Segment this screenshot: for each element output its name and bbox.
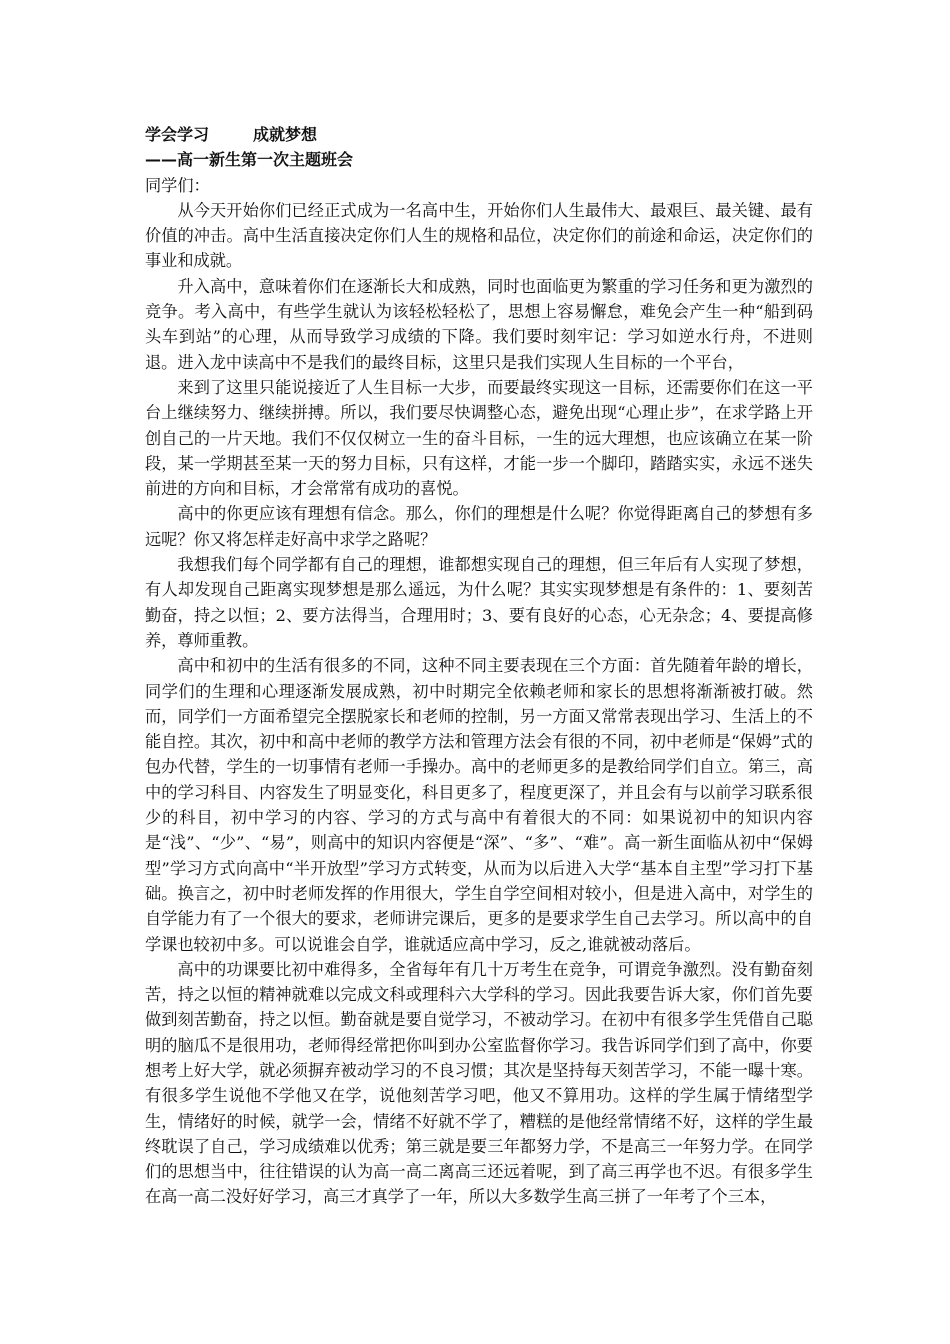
greeting: 同学们： <box>145 175 210 195</box>
title-part-1: 学会学习 <box>145 125 210 144</box>
document-body <box>145 122 813 1210</box>
paragraph: 高中和初中的生活有很多的不同，这种不同主要表现在三个方面：首先随着年龄的增长，同学们的生理和心理逐渐发展成熟，初中时期完全依赖老师和家长的思想将渐渐被打破。然而，同学们一方面希望完全摆脱家长和老师的控制，另一方面又常常表现出学习、生活上的不能自控。其次，初中和高中老师的教学方法和管理方法会有很的不同，初中老师是“保姆”式的包办代替，学生的一切事情有老师一手操办。高中的老师更多的是教给同学们自立。第三，高中的学习科目、内容发生了明显变化，科目更多了，程度更深了，并且会有与以前学习联系很少的科目，初中学习的内容、学习的方式与高中有着很大的不同：如果说初中的知识内容是“浅”、“少”、“易”，则高中的知识内容便是“深”、“多”、“难”。高一新生面临从初中“保姆型”学习方式向高中“半开放型”学习方式转变，从而为以后进入大学“基本自主型”学习打下基础。换言之，初中时老师发挥的作用很大，学生自学空间相对较小，但是进入高中，对学生的自学能力有了一个很大的要求，老师讲完课后，更多的是要求学生自己去学习。所以高中的自学课也较初中多。可以说谁会自学，谁就适应高中学习，反之,谁就被动落后。 <box>145 656 813 954</box>
paragraph: 高中的你更应该有理想有信念。那么，你们的理想是什么呢？你觉得距离自己的梦想有多远呢？你又将怎样走好高中求学之路呢？ <box>145 504 813 549</box>
document-subtitle: ——高一新生第一次主题班会 <box>145 150 354 170</box>
paragraph: 从今天开始你们已经正式成为一名高中生，开始你们人生最伟大、最艰巨、最关键、最有价值的冲击。高中生活直接决定你们人生的规格和品位，决定你们的前途和命运，决定你们的事业和成就。 <box>145 200 813 271</box>
paragraph: 升入高中，意味着你们在逐渐长大和成熟，同时也面临更为繁重的学习任务和更为激烈的竞争。考入高中，有些学生就认为该轻松轻松了，思想上容易懈怠，难免会产生一种“船到码头车到站”的心理，从而导致学习成绩的下降。我们要时刻牢记：学习如逆水行舟，不进则退。进入龙中读高中不是我们的最终目标，这里只是我们实现人生目标的一个平台， <box>145 276 813 372</box>
paragraph: 来到了这里只能说接近了人生目标一大步，而要最终实现这一目标，还需要你们在这一平台上继续努力、继续拼搏。所以，我们要尽快调整心态，避免出现“心理止步”，在求学路上开创自己的一片天地。我们不仅仅树立一生的奋斗目标，一生的远大理想，也应该确立在某一阶段，某一学期甚至某一天的努力目标，只有这样，才能一步一个脚印，踏踏实实，永远不迷失前进的方向和目标，才会常常有成功的喜悦。 <box>145 377 813 499</box>
paragraph: 我想我们每个同学都有自己的理想，谁都想实现自己的理想，但三年后有人实现了梦想，有人却发现自己距离实现梦想是那么遥远，为什么呢？其实实现梦想是有条件的：1、要刻苦勤奋，持之以恒；2、要方法得当，合理用时；3、要有良好的心态，心无杂念；4、要提高修养，尊师重教。 <box>145 555 813 650</box>
title-part-2: 成就梦想 <box>253 125 318 144</box>
document-title <box>145 122 813 147</box>
paragraph: 高中的功课要比初中难得多，全省每年有几十万考生在竞争，可谓竞争激烈。没有勤奋刻苦，持之以恒的精神就难以完成文科或理科六大学科的学习。因此我要告诉大家，你们首先要做到刻苦勤奋，持之以恒。勤奋就是要自觉学习，不被动学习。在初中有很多学生凭借自己聪明的脑瓜不是很用功，老师得经常把你叫到办公室监督你学习。我告诉同学们到了高中，你要想考上好大学，就必须摒弃被动学习的不良习惯；其次是坚持每天刻苦学习，不能一曝十寒。有很多学生说他不学他又在学，说他刻苦学习吧，他又不算用功。这样的学生属于情绪型学生，情绪好的时候，就学一会，情绪不好就不学了，糟糕的是他经常情绪不好，这样的学生最终耽误了自己，学习成绩难以优秀；第三就是要三年都努力学，不是高三一年努力学。在同学们的思想当中，往往错误的认为高一高二离高三还远着呢，到了高三再学也不迟。有很多学生在高一高二没好好学习，高三才真学了一年，所以大多数学生高三拼了一年考了个三本， <box>145 959 813 1207</box>
